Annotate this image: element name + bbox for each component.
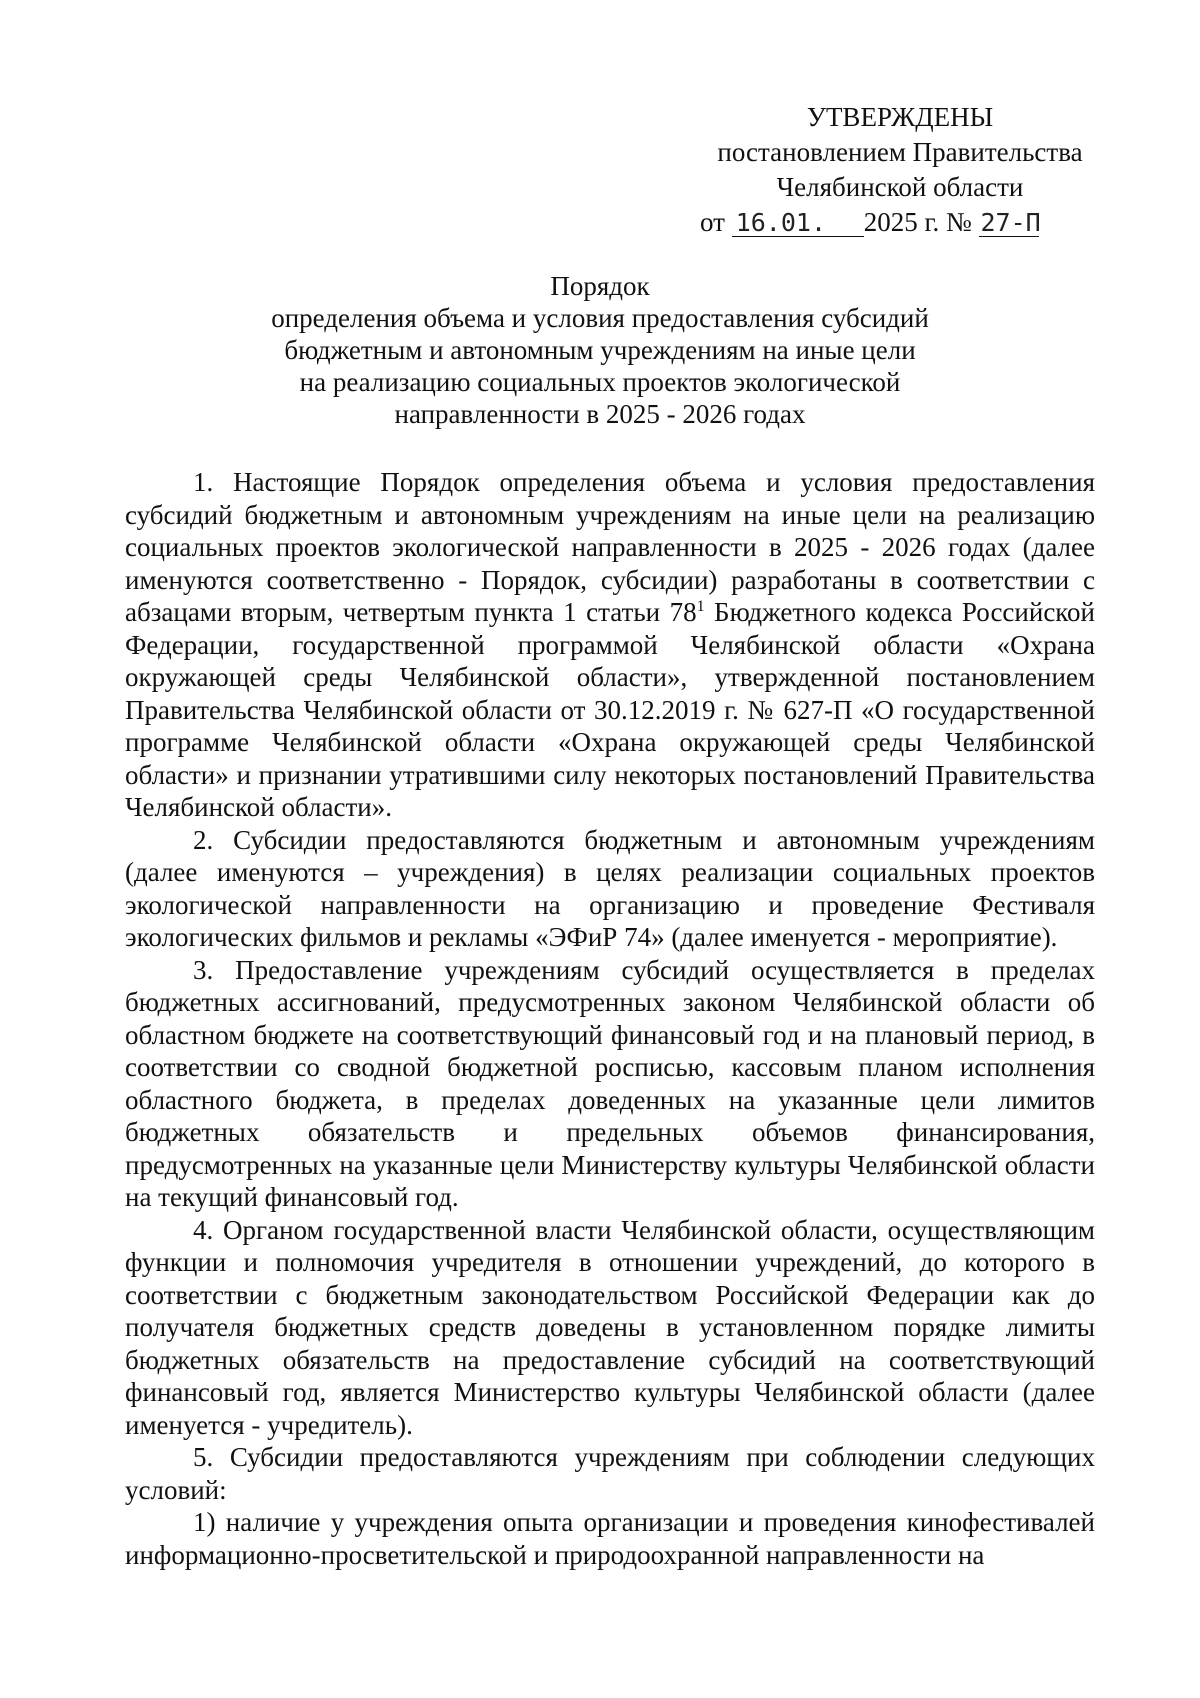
approval-stamp	[690, 100, 1110, 240]
paragraph-1	[125, 466, 1095, 824]
paragraph-2: 2. Субсидии предоставляются бюджетным и автономным учреждениям (далее именуются – учреждения) в целях реализации социальных проектов экологической направленности на организацию и проведение Фестиваля экологических фильмов и рекламы «ЭФиР 74» (далее именуется - мероприятие).	[125, 824, 1095, 952]
paragraph-1-text-a: 1. Настоящие Порядок определения объема и условия предоставления субсидий бюджетным и автономным учреждениям на иные цели на реализацию социальных проектов экологической направленности в 2025 - 2026 годах (далее именуются соответственно - Порядок, субсидии) разработаны в соответствии с абзацами вторым, четвертым пункта 1 статьи 78	[125, 467, 1095, 627]
paragraph-1-text-b: Бюджетного кодекса Российской Федерации, государственной программой Челябинской области «Охрана окружающей среды Челябинской области», утвержденной постановлением Правительства Челябинской области от 30.12.2019 г. № 627-П «О государственной программе Челябинской области «Охрана окружающей среды Челябинской области» и признании утратившими силу некоторых постановлений Правительства Челябинской области».	[125, 597, 1095, 822]
document-title	[200, 270, 1000, 430]
approval-year: 2025 г. №	[863, 207, 972, 237]
approval-date: 16.01.	[735, 208, 827, 237]
approval-line-2: Челябинской области	[776, 172, 1024, 202]
paragraph-4: 4. Органом государственной власти Челябинской области, осуществляющим функции и полномочия учредителя в отношении учреждений, до которого в соответствии с бюджетным законодательством Российской Федерации как до получателя бюджетных средств доведены в установленном порядке лимиты бюджетных обязательств на предоставление субсидий на соответствующий финансовый год, является Министерство культуры Челябинской области (далее именуется - учредитель).	[125, 1214, 1095, 1440]
document-body	[125, 466, 1095, 1571]
paragraph-3: 3. Предоставление учреждениям субсидий осуществляется в пределах бюджетных ассигнований, предусмотренных законом Челябинской области об областном бюджете на соответствующий финансовый год и на плановый период, в соответствии со сводной бюджетной росписью, кассовым планом исполнения областного бюджета, в пределах доведенных на указанные цели лимитов бюджетных обязательств и предельных объемов финансирования, предусмотренных на указанные цели Министерству культуры Челябинской области на текущий финансовый год.	[125, 954, 1095, 1212]
title-line: направленности в 2025 - 2026 годах	[394, 399, 806, 429]
approval-date-field	[732, 209, 864, 237]
approval-number-field	[979, 209, 1039, 237]
approval-prefix: от	[700, 207, 725, 237]
paragraph-5: 5. Субсидии предоставляются учреждениям при соблюдении следующих условий:	[125, 1442, 1095, 1505]
title-line: определения объема и условия предоставления субсидий	[271, 303, 929, 333]
title-line: бюджетным и автономным учреждениям на иные цели	[284, 335, 916, 365]
paragraph-1-superscript: 1	[696, 598, 705, 615]
approval-date-line	[690, 205, 1110, 240]
title-line: на реализацию социальных проектов экологической	[299, 367, 901, 397]
approval-number: 27-П	[980, 208, 1041, 237]
title-heading: Порядок	[550, 271, 650, 301]
approval-title: УТВЕРЖДЕНЫ	[806, 102, 994, 132]
paragraph-5-item-1: 1) наличие у учреждения опыта организации и проведения кинофестивалей информационно-просветительской и природоохранной направленности на	[125, 1507, 1095, 1570]
approval-line-1: постановлением Правительства	[717, 137, 1083, 167]
